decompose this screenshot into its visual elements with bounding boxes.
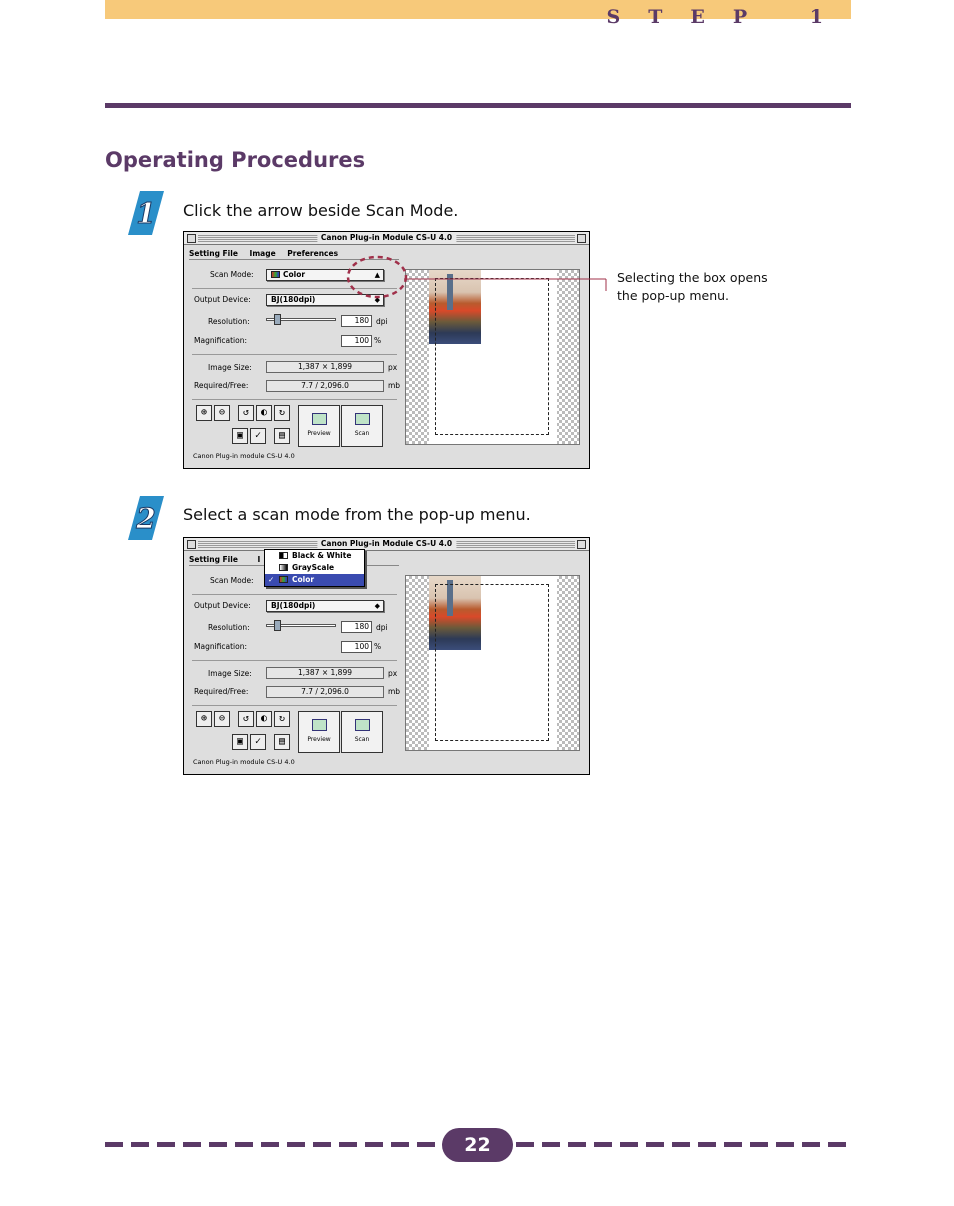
zoom-in-icon[interactable]: ⊕ — [196, 405, 212, 421]
page-number: 22 — [442, 1128, 513, 1162]
monitor-icon[interactable]: ▣ — [232, 428, 248, 444]
preview-button[interactable]: Preview — [298, 711, 340, 753]
popup-arrow-icon[interactable]: ▲ — [374, 271, 380, 279]
step-1-text: Click the arrow beside Scan Mode. — [183, 201, 459, 220]
magnification-label: Magnification: — [194, 642, 248, 651]
bw-icon — [279, 552, 288, 559]
image-size-label: Image Size: — [208, 669, 252, 678]
popup-item-grayscale[interactable]: GrayScale — [265, 562, 364, 574]
magnification-unit: % — [374, 336, 382, 345]
zoom-in-icon[interactable]: ⊕ — [196, 711, 212, 727]
step-1-number: 1 — [136, 197, 156, 230]
required-free-value: 7.7 / 2,096.0 — [266, 380, 384, 392]
resolution-field[interactable]: 180 — [341, 315, 372, 327]
footer-dashes-left — [105, 1142, 441, 1147]
callout-line-2: the pop-up menu. — [617, 288, 730, 303]
preview-button[interactable]: Preview — [298, 405, 340, 447]
footer-dashes-right — [516, 1142, 851, 1147]
magnification-field[interactable]: 100 — [341, 641, 372, 653]
step-2-number: 2 — [136, 502, 156, 535]
window-title: Canon Plug-in Module CS-U 4.0 — [317, 233, 456, 242]
popup-arrow-icon[interactable]: ◆ — [374, 602, 380, 610]
magnification-unit: % — [374, 642, 382, 651]
close-box-icon[interactable] — [187, 540, 196, 549]
menu-preferences[interactable]: Preferences — [287, 249, 339, 258]
required-free-value: 7.7 / 2,096.0 — [266, 686, 384, 698]
required-free-label: Required/Free: — [194, 381, 249, 390]
required-free-label: Required/Free: — [194, 687, 249, 696]
output-device-label: Output Device: — [194, 601, 251, 610]
scan-mode-label: Scan Mode: — [210, 270, 254, 279]
title-bar[interactable] — [184, 538, 589, 551]
output-device-label: Output Device: — [194, 295, 251, 304]
scan-mode-popup-menu — [264, 549, 365, 587]
zoom-out-icon[interactable]: ⊖ — [214, 711, 230, 727]
grayscale-icon — [279, 564, 288, 571]
rotate-right-icon[interactable]: ↻ — [274, 711, 290, 727]
separator — [192, 594, 397, 595]
image-icon[interactable]: ▤ — [274, 734, 290, 750]
scan-mode-value: Color — [283, 270, 306, 279]
separator — [192, 705, 397, 706]
scan-button[interactable]: Scan — [341, 405, 383, 447]
callout-line-1: Selecting the box opens — [617, 270, 768, 285]
popup-item-color[interactable]: ✓ Color — [265, 574, 364, 586]
resolution-label: Resolution: — [208, 623, 250, 632]
zoom-box-icon[interactable] — [577, 540, 586, 549]
section-title: Operating Procedures — [105, 148, 366, 172]
step-label: STEP 1 — [606, 6, 851, 28]
monitor-icon[interactable]: ▣ — [232, 734, 248, 750]
magnification-label: Magnification: — [194, 336, 248, 345]
eyedropper-icon[interactable]: ✓ — [250, 428, 266, 444]
zoom-out-icon[interactable]: ⊖ — [214, 405, 230, 421]
separator — [192, 660, 397, 661]
resolution-label: Resolution: — [208, 317, 250, 326]
menu-setting-file[interactable]: Setting File — [189, 555, 238, 564]
scan-button[interactable]: Scan — [341, 711, 383, 753]
resolution-field[interactable]: 180 — [341, 621, 372, 633]
scan-dialog-2 — [183, 537, 590, 775]
image-size-unit: px — [388, 363, 398, 372]
menu-image-partial[interactable]: I — [257, 555, 261, 564]
preview-page — [429, 576, 557, 750]
required-free-unit: mb — [388, 381, 401, 390]
selection-marquee[interactable] — [435, 584, 549, 741]
status-text: Canon Plug-in module CS-U 4.0 — [193, 758, 295, 766]
mirror-icon[interactable]: ◐ — [256, 711, 272, 727]
resolution-unit: dpi — [376, 317, 388, 326]
step-2-badge — [124, 494, 168, 542]
image-size-label: Image Size: — [208, 363, 252, 372]
rotate-left-icon[interactable]: ↺ — [238, 711, 254, 727]
check-icon: ✓ — [268, 575, 275, 584]
scan-mode-label: Scan Mode: — [210, 576, 254, 585]
rotate-right-icon[interactable]: ↻ — [274, 405, 290, 421]
magnification-field[interactable]: 100 — [341, 335, 372, 347]
menu-image[interactable]: Image — [249, 249, 276, 258]
color-icon — [279, 576, 288, 583]
output-device-value: BJ(180dpi) — [271, 295, 316, 304]
popup-arrow-icon[interactable]: ◆ — [374, 296, 380, 304]
image-size-value: 1,387 × 1,899 — [266, 361, 384, 373]
image-size-unit: px — [388, 669, 398, 678]
slider-thumb[interactable] — [274, 620, 281, 631]
output-device-popup[interactable] — [266, 600, 384, 612]
status-text: Canon Plug-in module CS-U 4.0 — [193, 452, 295, 460]
scan-icon — [355, 719, 370, 731]
menu-setting-file[interactable]: Setting File — [189, 249, 238, 258]
popup-item-black-white[interactable]: Black & White — [265, 550, 364, 562]
preview-area[interactable] — [405, 575, 580, 751]
callout-text — [617, 269, 768, 305]
step-2-text: Select a scan mode from the pop-up menu. — [183, 505, 531, 524]
preview-icon — [312, 719, 327, 731]
resolution-unit: dpi — [376, 623, 388, 632]
output-device-value: BJ(180dpi) — [271, 601, 316, 610]
image-icon[interactable]: ▤ — [274, 428, 290, 444]
eyedropper-icon[interactable]: ✓ — [250, 734, 266, 750]
rotate-left-icon[interactable]: ↺ — [238, 405, 254, 421]
window-title: Canon Plug-in Module CS-U 4.0 — [317, 539, 456, 548]
mirror-icon[interactable]: ◐ — [256, 405, 272, 421]
required-free-unit: mb — [388, 687, 401, 696]
image-size-value: 1,387 × 1,899 — [266, 667, 384, 679]
highlight-circle — [348, 257, 406, 297]
